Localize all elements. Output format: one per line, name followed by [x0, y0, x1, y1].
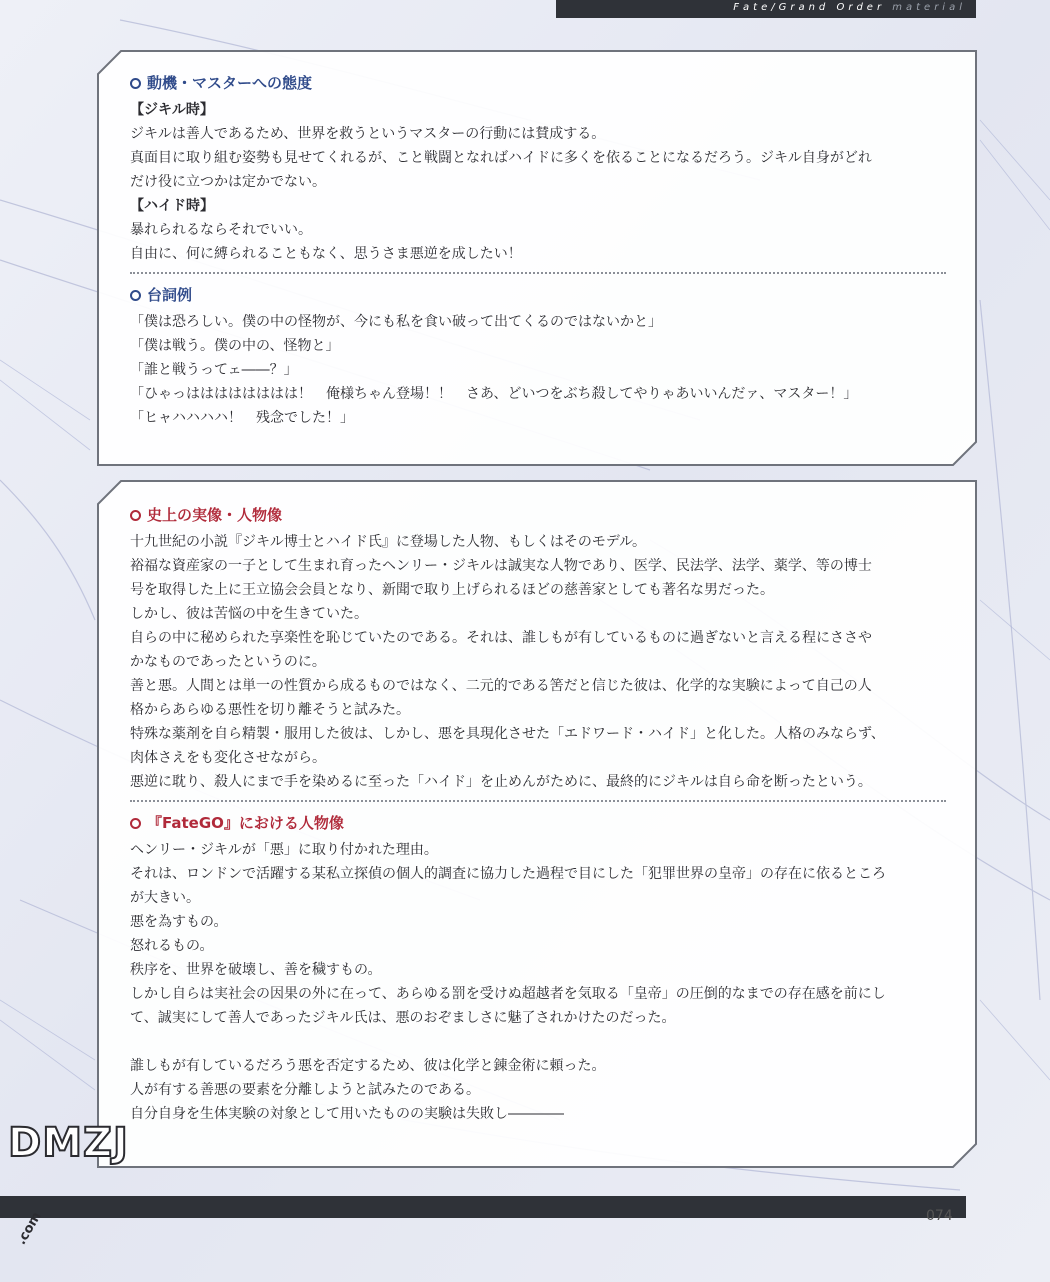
circle-bullet-icon	[130, 78, 141, 89]
quote-line: 「ヒャハハハハ！ 残念でした！」	[130, 410, 354, 426]
history-heading: 史上の実像・人物像	[130, 504, 946, 526]
text-line: 格からあらゆる悪性を切り離そうと試みた。	[130, 702, 410, 718]
quote-line: 「誰と戦うってェ――？」	[130, 362, 298, 378]
text-line: しかし、彼は苦悩の中を生きていた。	[130, 606, 368, 622]
paragraph-gap	[130, 1030, 946, 1054]
text-line: 秩序を、世界を破壊し、善を穢すもの。	[130, 962, 382, 978]
text-line: 自分自身を生体実験の対象として用いたものの実験は失敗し――――	[130, 1106, 564, 1122]
text-line: それは、ロンドンで活躍する某私立探偵の個人的調査に協力した過程で目にした「犯罪世界の皇帝」の存在に依るところ	[130, 866, 886, 882]
text-line: 真面目に取り組む姿勢も見せてくれるが、こと戦闘となればハイドに多くを依ることになるだろう。ジキル自身がどれ	[130, 150, 872, 166]
text-line: 怒れるもの。	[130, 938, 214, 954]
hyde-label: 【ハイド時】	[130, 198, 214, 214]
text-line: 肉体さえをも変化させながら。	[130, 750, 326, 766]
circle-bullet-icon	[130, 818, 141, 829]
text-line: 特殊な薬剤を自ら精製・服用した彼は、しかし、悪を具現化させた「エドワード・ハイド」と化した。人格のみならず、	[130, 726, 885, 742]
text-line: て、誠実にして善人であったジキル氏は、悪のおぞましさに魅了されかけたのだった。	[130, 1010, 676, 1026]
footer-band	[0, 1196, 966, 1218]
watermark-logo: DMZJ	[8, 1120, 129, 1166]
page-number: 074	[926, 1208, 953, 1224]
text-line: 裕福な資産家の一子として生まれ育ったヘンリー・ジキルは誠実な人物であり、医学、民法学、法学、薬学、等の博士	[130, 558, 872, 574]
quote-line: 「僕は戦う。僕の中の、怪物と」	[130, 338, 340, 354]
text-line: ヘンリー・ジキルが「悪」に取り付かれた理由。	[130, 842, 438, 858]
text-line: 善と悪。人間とは単一の性質から成るものではなく、二元的である筈だと信じた彼は、化学的な実験によって自己の人	[130, 678, 872, 694]
quotes-heading: 台詞例	[130, 284, 946, 306]
circle-bullet-icon	[130, 290, 141, 301]
fatego-heading: 『FateGO』における人物像	[130, 812, 946, 834]
text-line: 十九世紀の小説『ジキル博士とハイド氏』に登場した人物、もしくはそのモデル。	[130, 534, 647, 550]
motivation-heading: 動機・マスターへの態度	[130, 72, 946, 94]
dotted-divider	[130, 272, 946, 274]
watermark-domain: .com	[14, 1209, 45, 1248]
text-line: 自由に、何に縛られることもなく、思うさま悪逆を成したい！	[130, 246, 522, 262]
text-line: 人が有する善悪の要素を分離しようと試みたのである。	[130, 1082, 480, 1098]
text-line: 暴れられるならそれでいい。	[130, 222, 312, 238]
text-line: 誰しもが有しているだろう悪を否定するため、彼は化学と錬金術に頼った。	[130, 1058, 606, 1074]
text-line: だけ役に立つかは定かでない。	[130, 174, 326, 190]
circle-bullet-icon	[130, 510, 141, 521]
text-line: 自らの中に秘められた享楽性を恥じていたのである。それは、誰しもが有しているものに過ぎないと言える程にささや	[130, 630, 872, 646]
jekyll-label: 【ジキル時】	[130, 102, 214, 118]
header-title: Fate/Grand Order material	[733, 2, 966, 13]
quote-line: 「僕は恐ろしい。僕の中の怪物が、今にも私を食い破って出てくるのではないかと」	[130, 314, 662, 330]
motivation-section	[130, 72, 946, 430]
text-line: かなものであったというのに。	[130, 654, 326, 670]
text-line: しかし自らは実社会の因果の外に在って、あらゆる罰を受けぬ超越者を気取る「皇帝」の圧倒的なまでの存在感を前にし	[130, 986, 886, 1002]
text-line: 悪逆に耽り、殺人にまで手を染めるに至った「ハイド」を止めんがために、最終的にジキルは自ら命を断ったという。	[130, 774, 872, 790]
dotted-divider	[130, 800, 946, 802]
quote-line: 「ひゃっはははははははは！ 俺様ちゃん登場！！ さあ、どいつをぶち殺してやりゃあいいんだァ、マスター！」	[130, 386, 858, 402]
text-line: 悪を為すもの。	[130, 914, 228, 930]
history-section	[130, 504, 946, 1126]
text-line: 号を取得した上に王立協会会員となり、新聞で取り上げられるほどの慈善家としても著名な男だった。	[130, 582, 774, 598]
text-line: が大きい。	[130, 890, 200, 906]
header-band	[556, 0, 976, 18]
text-line: ジキルは善人であるため、世界を救うというマスターの行動には賛成する。	[130, 126, 606, 142]
